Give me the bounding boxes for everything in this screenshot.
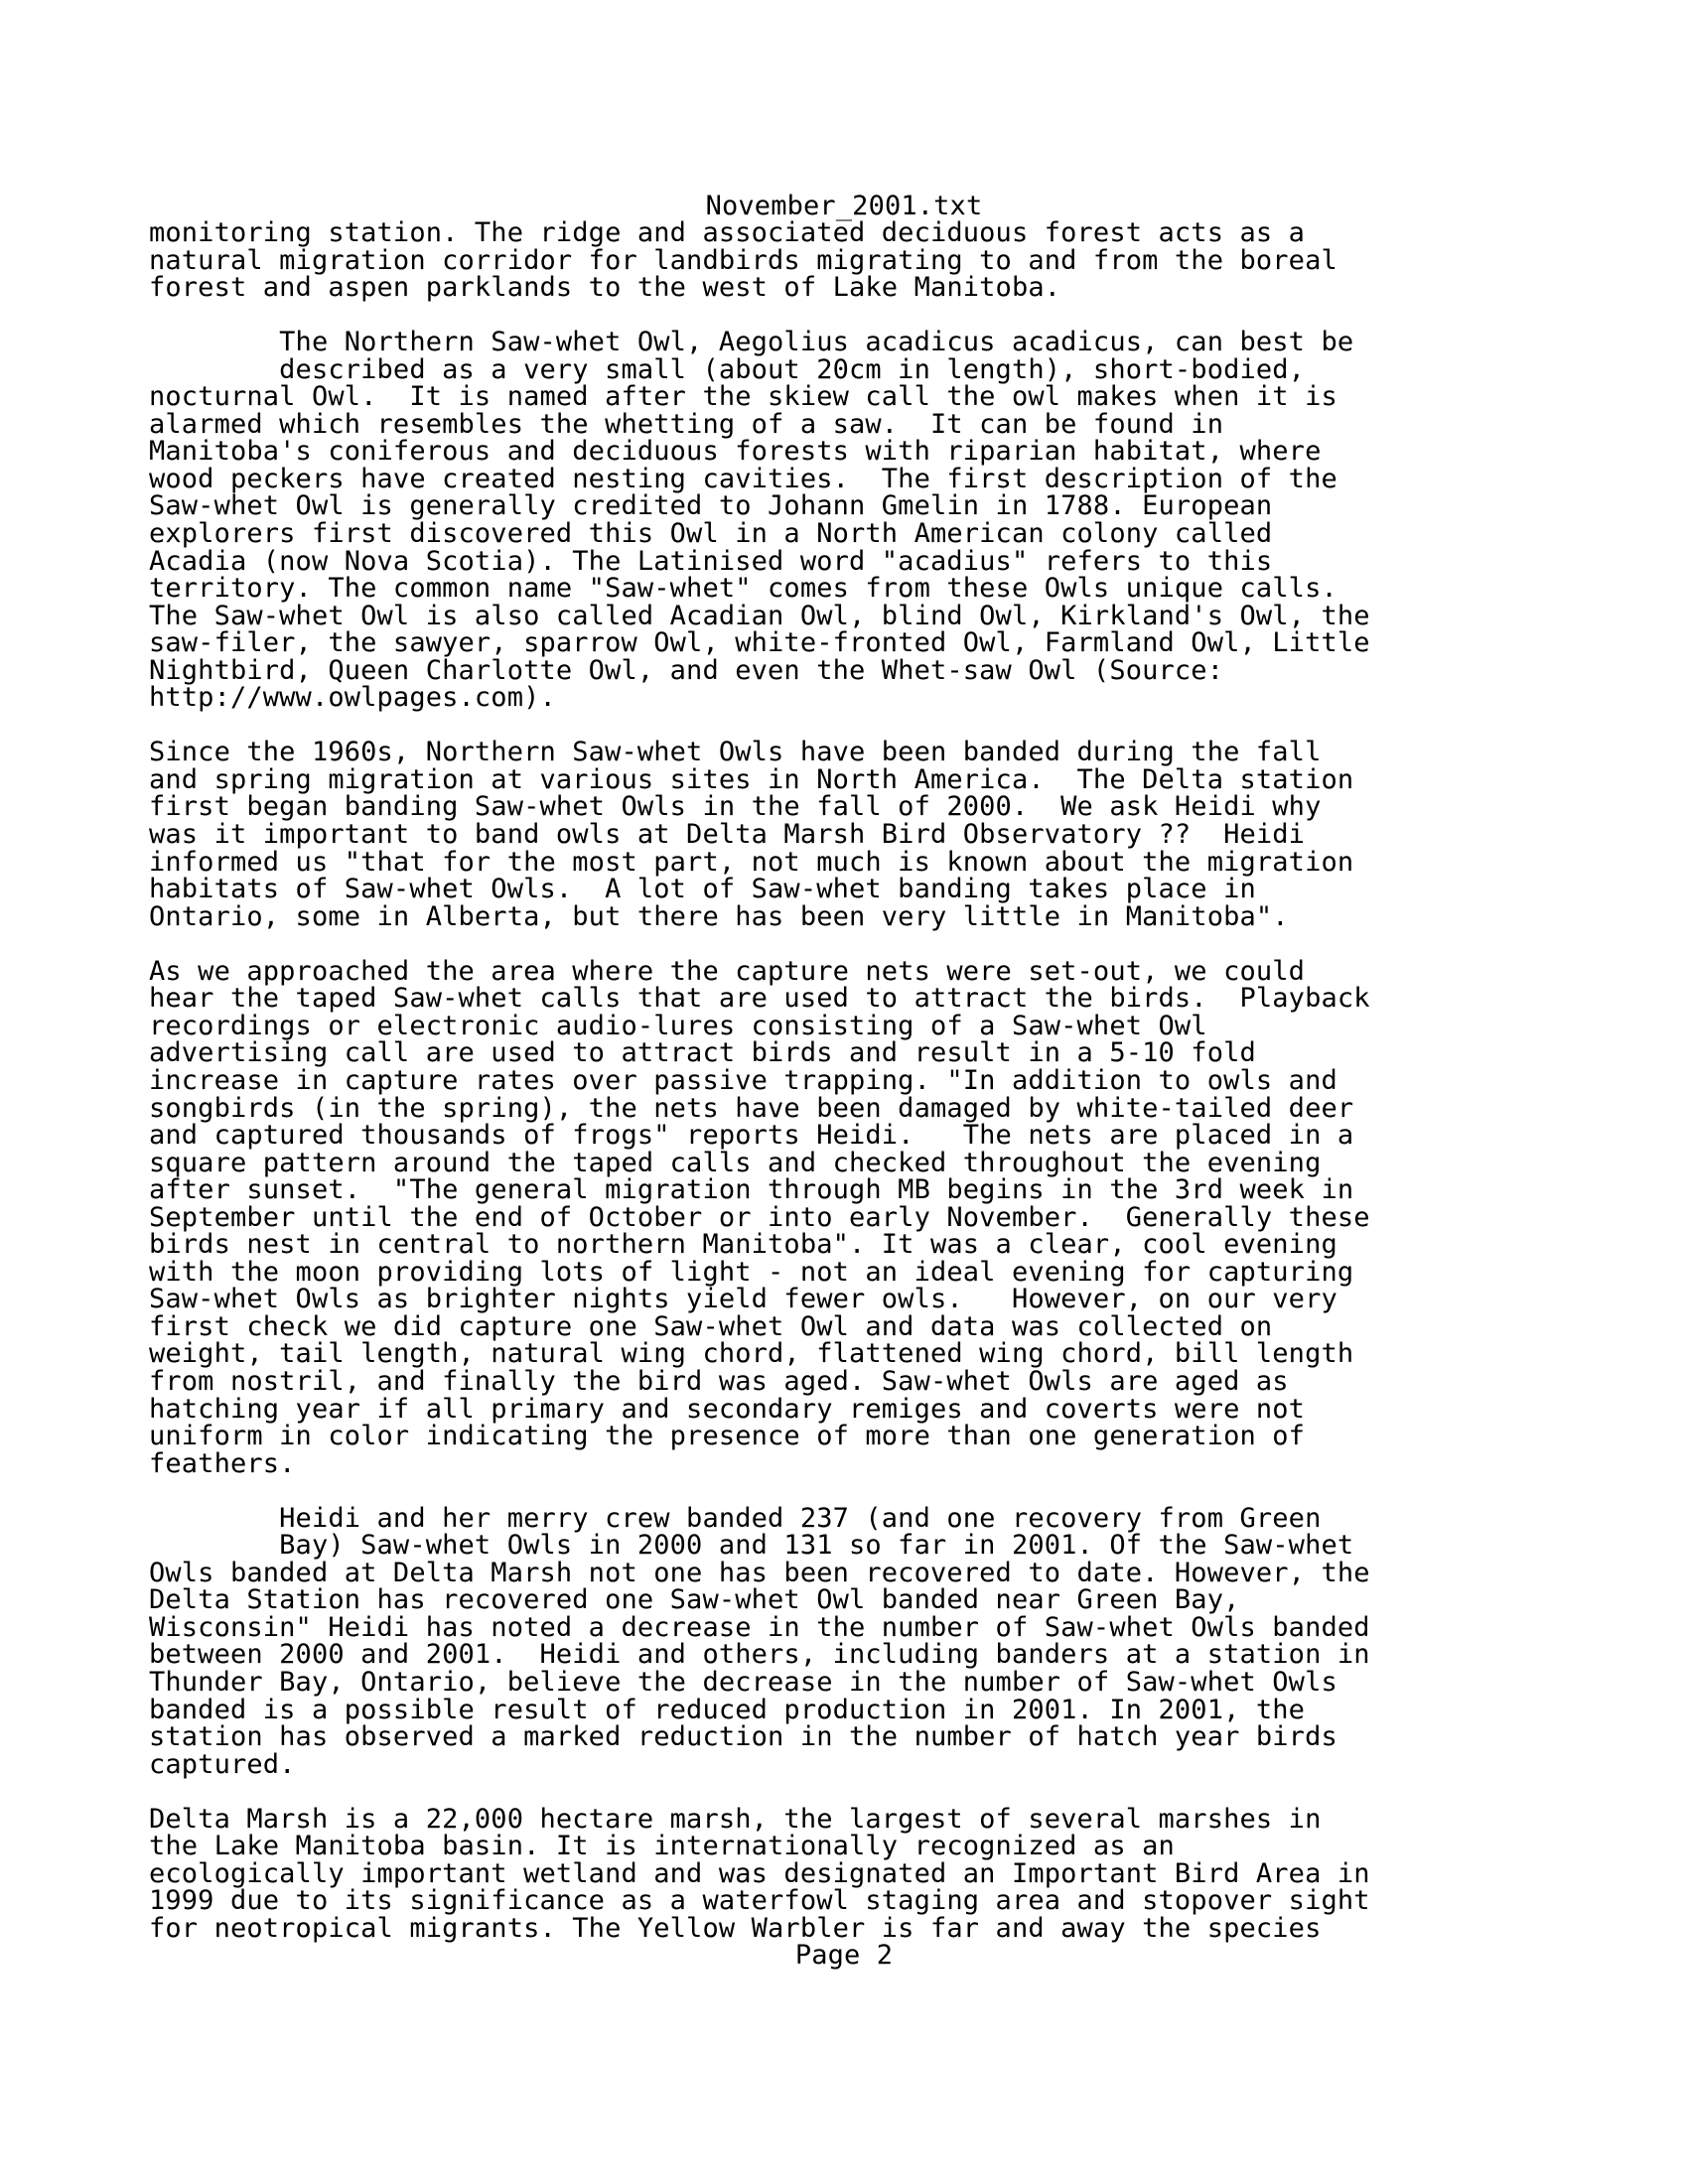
text-line: between 2000 and 2001. Heidi and others, including banders at a station in xyxy=(149,1639,1370,1671)
text-line: 1999 due to its significance as a waterfowl staging area and stopover sight xyxy=(149,1885,1370,1917)
paragraph-banding-history xyxy=(149,739,1539,930)
text-line: Acadia (now Nova Scotia). The Latinised word "acadius" refers to this xyxy=(149,545,1273,577)
paragraph-delta-marsh xyxy=(149,1803,1539,1944)
text-line: ecologically important wetland and was designated an Important Bird Area in xyxy=(149,1857,1370,1889)
text-line: recordings or electronic audio-lures consisting of a Saw-whet Owl xyxy=(149,1010,1207,1041)
page-header-filename: November_2001.txt xyxy=(705,191,983,221)
text-line: Since the 1960s, Northern Saw-whet Owls have been banded during the fall xyxy=(149,737,1322,768)
text-line: territory. The common name "Saw-whet" comes from these Owls unique calls. xyxy=(149,573,1337,605)
text-line: Owls banded at Delta Marsh not one has been recovered to date. However, the xyxy=(149,1557,1370,1588)
text-line: first check we did capture one Saw-whet Owl and data was collected on xyxy=(149,1310,1273,1342)
text-line: first began banding Saw-whet Owls in the fall of 2000. We ask Heidi why xyxy=(149,791,1322,823)
text-line: habitats of Saw-whet Owls. A lot of Saw-whet banding takes place in xyxy=(149,874,1256,905)
text-line: September until the end of October or into early November. Generally these xyxy=(149,1201,1370,1233)
text-line: the Lake Manitoba basin. It is internationally recognized as an xyxy=(149,1831,1175,1862)
text-line: birds nest in central to northern Manitoba". It was a clear, cool evening xyxy=(149,1229,1337,1261)
paragraph-capture-nets xyxy=(149,955,1539,1479)
text-line: explorers first discovered this Owl in a North American colony called xyxy=(149,518,1273,550)
paragraph-spacer xyxy=(149,1778,1539,1806)
text-line: after sunset. "The general migration through MB begins in the 3rd week in xyxy=(149,1174,1354,1206)
text-line: forest and aspen parklands to the west of Lake Manitoba. xyxy=(149,272,1061,304)
text-line: square pattern around the taped calls and checked throughout the evening xyxy=(149,1147,1322,1178)
text-line: described as a very small (about 20cm in length), short-bodied, xyxy=(149,353,1306,385)
text-line: http://www.owlpages.com). xyxy=(149,682,556,714)
text-line: Nightbird, Queen Charlotte Owl, and even the Whet-saw Owl (Source: xyxy=(149,654,1224,686)
text-line: Saw-whet Owl is generally credited to Johann Gmelin in 1788. European xyxy=(149,490,1273,522)
paragraph-spacer xyxy=(149,712,1539,740)
paragraph-station-corridor xyxy=(149,219,1539,302)
text-line: Thunder Bay, Ontario, believe the decrease in the number of Saw-whet Owls xyxy=(149,1666,1337,1698)
paragraph-spacer xyxy=(149,302,1539,330)
text-line: and spring migration at various sites in North America. The Delta station xyxy=(149,763,1354,795)
text-line: hatching year if all primary and secondary remiges and coverts were not xyxy=(149,1393,1306,1425)
text-line: from nostril, and finally the bird was aged. Saw-whet Owls are aged as xyxy=(149,1365,1289,1397)
text-line: increase in capture rates over passive trapping. "In addition to owls and xyxy=(149,1064,1337,1096)
text-line: As we approached the area where the capture nets were set-out, we could xyxy=(149,955,1306,987)
paragraph-spacer xyxy=(149,1477,1539,1505)
text-line: station has observed a marked reduction in the number of hatch year birds xyxy=(149,1721,1337,1753)
text-line: hear the taped Saw-whet calls that are used to attract the birds. Playback xyxy=(149,983,1370,1015)
text-line: saw-filer, the sawyer, sparrow Owl, white-fronted Owl, Farmland Owl, Little xyxy=(149,627,1370,659)
text-line: uniform in color indicating the presence of more than one generation of xyxy=(149,1421,1306,1452)
text-line: was it important to band owls at Delta Marsh Bird Observatory ?? Heidi xyxy=(149,819,1306,851)
text-line: Saw-whet Owls as brighter nights yield fewer owls. However, on our very xyxy=(149,1284,1337,1315)
paragraph-banding-results xyxy=(149,1502,1539,1780)
text-line: wood peckers have created nesting cavities. The first description of the xyxy=(149,463,1337,494)
text-line: Manitoba's coniferous and deciduous forests with riparian habitat, where xyxy=(149,436,1322,468)
text-line: feathers. xyxy=(149,1447,296,1479)
text-line: informed us "that for the most part, not much is known about the migration xyxy=(149,846,1354,878)
text-line: advertising call are used to attract birds and result in a 5-10 fold xyxy=(149,1037,1256,1069)
text-line: Bay) Saw-whet Owls in 2000 and 131 so far in 2001. Of the Saw-whet xyxy=(149,1530,1354,1562)
text-line: The Northern Saw-whet Owl, Aegolius acadicus acadicus, can best be xyxy=(149,327,1354,358)
text-line: with the moon providing lots of light - not an ideal evening for capturing xyxy=(149,1256,1354,1288)
text-line: Ontario, some in Alberta, but there has been very little in Manitoba". xyxy=(149,900,1289,932)
text-line: natural migration corridor for landbirds migrating to and from the boreal xyxy=(149,244,1337,276)
text-line: Heidi and her merry crew banded 237 (and one recovery from Green xyxy=(149,1502,1322,1534)
text-line: Wisconsin" Heidi has noted a decrease in the number of Saw-whet Owls banded xyxy=(149,1611,1370,1643)
text-line: The Saw-whet Owl is also called Acadian Owl, blind Owl, Kirkland's Owl, the xyxy=(149,600,1370,631)
text-line: banded is a possible result of reduced production in 2001. In 2001, the xyxy=(149,1694,1306,1725)
text-line: Delta Station has recovered one Saw-whet Owl banded near Green Bay, xyxy=(149,1584,1240,1616)
text-line: monitoring station. The ridge and associated deciduous forest acts as a xyxy=(149,217,1306,248)
paragraph-spacer xyxy=(149,930,1539,958)
page-number-footer: Page 2 xyxy=(794,1940,894,1971)
text-line: nocturnal Owl. It is named after the skiew call the owl makes when it is xyxy=(149,381,1337,413)
text-line: captured. xyxy=(149,1748,296,1780)
paragraph-owl-description xyxy=(149,329,1539,712)
text-line: songbirds (in the spring), the nets have been damaged by white-tailed deer xyxy=(149,1092,1354,1124)
text-line: weight, tail length, natural wing chord, flattened wing chord, bill length xyxy=(149,1338,1354,1370)
text-line: for neotropical migrants. The Yellow Warbler is far and away the species xyxy=(149,1912,1322,1944)
text-line: Delta Marsh is a 22,000 hectare marsh, the largest of several marshes in xyxy=(149,1803,1322,1835)
document-body xyxy=(149,219,1539,1942)
text-line: and captured thousands of frogs" reports Heidi. The nets are placed in a xyxy=(149,1120,1354,1152)
text-line: alarmed which resembles the whetting of a saw. It can be found in xyxy=(149,408,1224,440)
